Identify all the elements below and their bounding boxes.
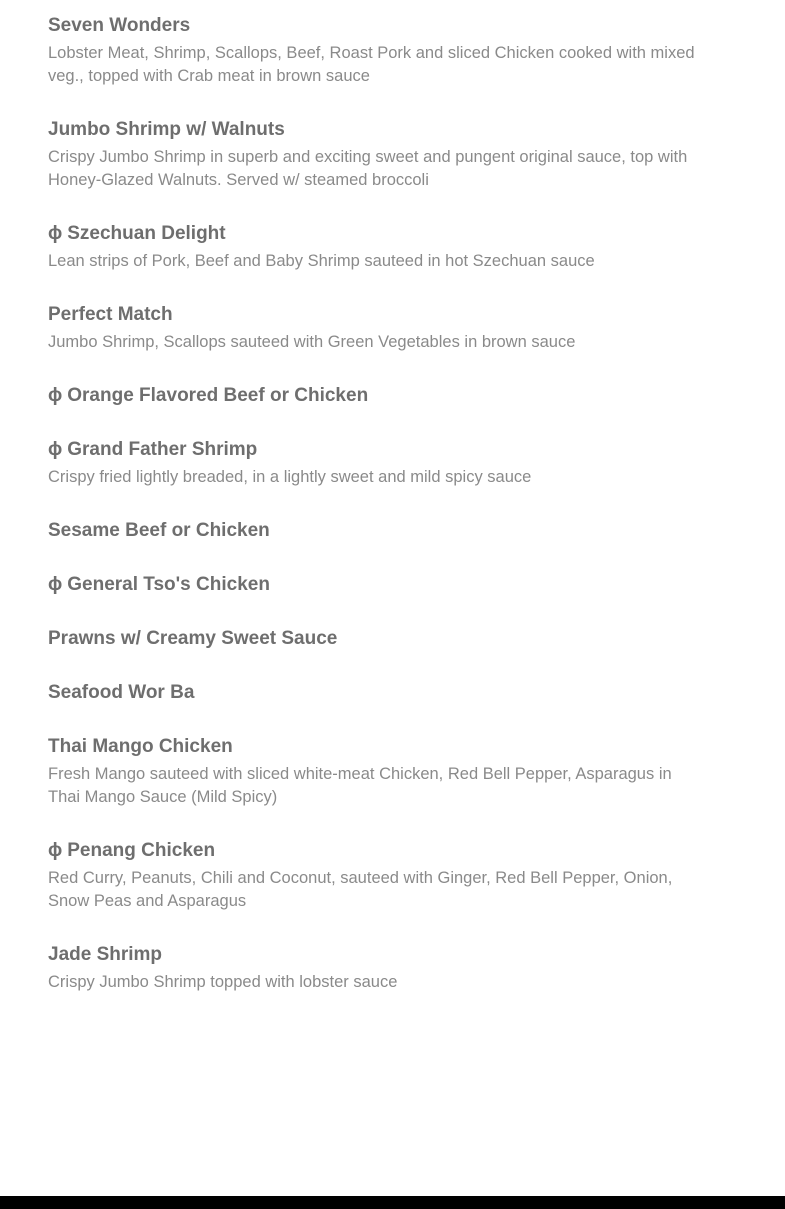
spicy-icon: ϕ [48, 385, 63, 406]
menu-item-description: Crispy Jumbo Shrimp topped with lobster sauce [48, 973, 398, 991]
menu-item-name: Thai Mango Chicken [48, 736, 233, 757]
menu-item-name-row [48, 384, 698, 408]
menu-item-name: Orange Flavored Beef or Chicken [67, 385, 369, 406]
menu-item-name-row [48, 735, 698, 759]
spicy-icon: ϕ [48, 223, 63, 244]
menu-item-description: Crispy fried lightly breaded, in a lightly sweet and mild spicy sauce [48, 468, 532, 486]
menu-item [48, 681, 698, 705]
menu-item-name: Seafood Wor Ba [48, 682, 195, 703]
footer-bar [0, 1196, 785, 1209]
menu-item-description: Lean strips of Pork, Beef and Baby Shrimp sauteed in hot Szechuan sauce [48, 252, 595, 270]
menu-item-name: Perfect Match [48, 304, 173, 325]
menu-item-description: Lobster Meat, Shrimp, Scallops, Beef, Roast Pork and sliced Chicken cooked with mixed veg., topped with Crab meat in brown sauce [48, 44, 695, 85]
menu-item-name-row [48, 222, 698, 246]
menu-item-name-row [48, 573, 698, 597]
menu-item-name-row [48, 681, 698, 705]
menu-item [48, 118, 698, 192]
menu-item-name-row [48, 14, 698, 38]
menu-item [48, 839, 698, 913]
menu-item [48, 303, 698, 354]
menu-item-name: Jumbo Shrimp w/ Walnuts [48, 119, 285, 140]
menu-list [48, 14, 698, 1024]
menu-item [48, 14, 698, 88]
menu-item-name: Penang Chicken [67, 840, 216, 861]
menu-item-description: Crispy Jumbo Shrimp in superb and exciting sweet and pungent original sauce, top with Honey-Glazed Walnuts. Served w/ steamed broccoli [48, 148, 688, 189]
menu-item-name-row [48, 438, 698, 462]
menu-item [48, 384, 698, 408]
menu-item-name: Grand Father Shrimp [67, 439, 258, 460]
menu-item-description: Fresh Mango sauteed with sliced white-meat Chicken, Red Bell Pepper, Asparagus in Thai Mango Sauce (Mild Spicy) [48, 765, 672, 806]
menu-item [48, 735, 698, 809]
menu-item-name-row [48, 627, 698, 651]
menu-item-name: Sesame Beef or Chicken [48, 520, 270, 541]
menu-item-name: Seven Wonders [48, 15, 191, 36]
menu-item [48, 627, 698, 651]
menu-item [48, 519, 698, 543]
menu-item-name: General Tso's Chicken [67, 574, 270, 595]
menu-item [48, 438, 698, 489]
spicy-icon: ϕ [48, 439, 63, 460]
spicy-icon: ϕ [48, 840, 63, 861]
menu-item-name: Szechuan Delight [67, 223, 226, 244]
menu-item-name-row [48, 118, 698, 142]
menu-item [48, 573, 698, 597]
menu-item-name: Jade Shrimp [48, 944, 163, 965]
menu-item-name-row [48, 839, 698, 863]
menu-item-name-row [48, 303, 698, 327]
menu-item [48, 943, 698, 994]
menu-item [48, 222, 698, 273]
menu-item-description: Red Curry, Peanuts, Chili and Coconut, sauteed with Ginger, Red Bell Pepper, Onion, Snow Peas and Asparagus [48, 869, 673, 910]
spicy-icon: ϕ [48, 574, 63, 595]
menu-item-description: Jumbo Shrimp, Scallops sauteed with Green Vegetables in brown sauce [48, 333, 576, 351]
menu-item-name-row [48, 943, 698, 967]
menu-item-name-row [48, 519, 698, 543]
menu-item-name: Prawns w/ Creamy Sweet Sauce [48, 628, 338, 649]
